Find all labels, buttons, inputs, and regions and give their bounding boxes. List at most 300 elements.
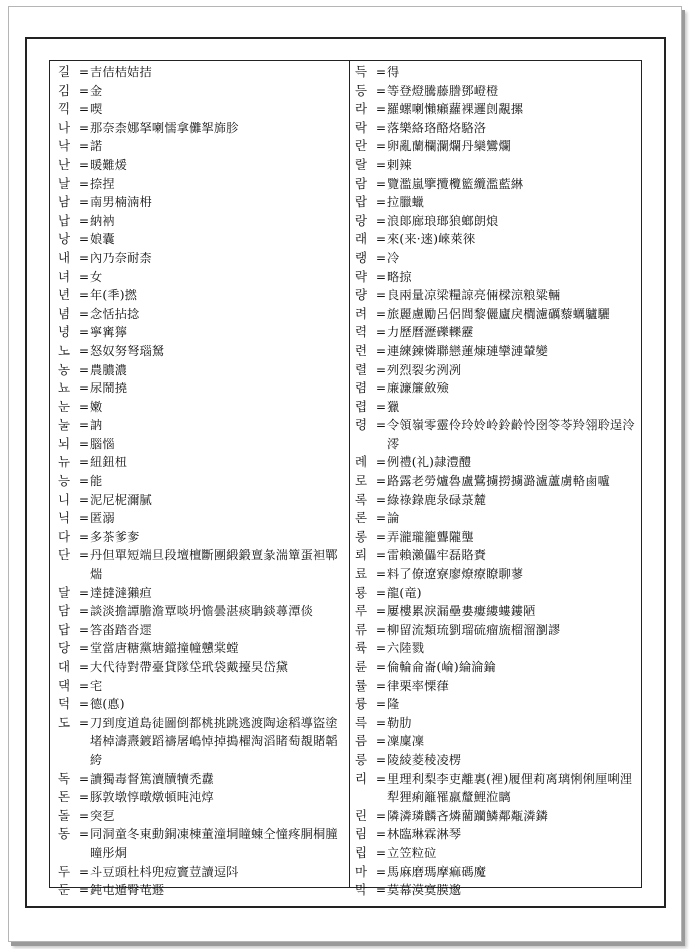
hanja-characters: 喫 [90, 102, 103, 117]
hangul-reading: 뇨 [58, 380, 71, 396]
hanja-entry [355, 825, 640, 844]
hanja-characters: 能 [90, 474, 103, 489]
equals-sign: = [375, 771, 387, 786]
hanja-characters: 女 [90, 269, 103, 284]
hangul-reading: 로 [355, 473, 368, 489]
hanja-entry [355, 472, 640, 491]
hangul-reading: 란 [355, 138, 368, 154]
equals-sign: = [78, 232, 90, 247]
equals-sign: = [375, 548, 387, 563]
hanja-characters: 那奈柰娜拏喇懦拿儺挐旆胗 [90, 120, 239, 135]
equals-sign: = [78, 511, 90, 526]
hanja-entry [355, 249, 640, 268]
hangul-reading: 략 [355, 268, 368, 284]
equals-sign: = [78, 622, 90, 637]
hangul-reading: 내 [58, 249, 71, 265]
hangul-reading: 낭 [58, 231, 71, 247]
hangul-reading: 련 [355, 342, 368, 358]
hangul-reading: 녕 [58, 324, 71, 340]
hanja-entry [58, 602, 343, 621]
hanja-characters: 柳留流類琉劉瑠硫瘤旒榴溜瀏謬 [387, 622, 561, 637]
equals-sign: = [78, 548, 90, 563]
hangul-reading: 렬 [355, 361, 368, 377]
hanja-entry [58, 212, 343, 231]
equals-sign: = [375, 102, 387, 117]
left-column [58, 63, 343, 900]
hanja-characters: 捺捏 [90, 176, 115, 191]
hanja-entry [355, 639, 640, 658]
hanja-characters: 宅 [90, 678, 103, 693]
hanja-entry [58, 677, 343, 696]
hangul-reading: 두 [58, 863, 71, 879]
hanja-entry [58, 714, 343, 770]
hangul-reading: 라 [355, 101, 368, 117]
hanja-entry [58, 398, 343, 417]
hangul-reading: 대 [58, 659, 71, 674]
hanja-entry [58, 175, 343, 194]
hanja-entry [355, 751, 640, 770]
hanja-entry [355, 844, 640, 863]
equals-sign: = [78, 697, 90, 712]
equals-sign: = [78, 306, 90, 321]
hanja-characters: 拉臘蠟 [387, 195, 425, 210]
hanja-characters: 弄瀧瓏籠聾隴壟 [387, 529, 474, 544]
hanja-characters: 泥尼柅濔膩 [90, 492, 152, 507]
hanja-entry [58, 249, 343, 268]
hanja-characters: 年(秊)撚 [90, 288, 138, 303]
hanja-entry [58, 770, 343, 789]
equals-sign: = [78, 399, 90, 414]
hanja-entry [355, 82, 640, 101]
hangul-reading: 낙 [58, 138, 71, 154]
equals-sign: = [78, 715, 90, 730]
equals-sign: = [78, 864, 90, 879]
hanja-entry [58, 584, 343, 603]
equals-sign: = [375, 213, 387, 228]
hangul-reading: 록 [355, 491, 368, 507]
hangul-reading: 뉴 [58, 454, 71, 470]
hangul-reading: 나 [58, 119, 71, 135]
hanja-entry [355, 528, 640, 547]
hanja-characters: 陵綾菱稜凌楞 [387, 752, 462, 767]
hangul-reading: 료 [355, 566, 368, 582]
hanja-characters: 覽濫嵐擥攬欖籃纜濫藍綝 [387, 176, 524, 191]
hanja-entry [355, 323, 640, 342]
equals-sign: = [78, 529, 90, 544]
hanja-entry [58, 546, 343, 583]
hangul-reading: 락 [355, 119, 368, 135]
hanja-characters: 暖難煖 [90, 157, 128, 172]
hanja-entry [355, 602, 640, 621]
hanja-characters: 諾 [90, 139, 103, 154]
equals-sign: = [375, 381, 387, 396]
hanja-entry [355, 491, 640, 510]
hanja-characters: 同洞童冬東動銅凍棟董潼垌瞳蝀仝憧疼胴桐朣曈彤烔 [90, 827, 338, 860]
hanja-entry [58, 286, 343, 305]
hanja-entry [355, 881, 640, 900]
hanja-entry [58, 416, 343, 435]
hanja-characters: 論 [387, 511, 400, 526]
hangul-reading: 루 [355, 603, 368, 619]
hangul-reading: 돈 [58, 789, 71, 805]
equals-sign: = [78, 455, 90, 470]
hanja-characters: 刀到度道島徒圖倒都桃挑跳逃渡陶途稻導盜塗堵棹濤燾鍍蹈禱屠嶋悼掉搗櫂淘滔睹萄覩賭韜絝 [90, 715, 338, 767]
hanja-characters: 廉濂簾斂殮 [387, 381, 449, 396]
equals-sign: = [375, 827, 387, 842]
equals-sign: = [78, 771, 90, 786]
hangul-reading: 륭 [355, 696, 368, 712]
hanja-entry [355, 212, 640, 231]
equals-sign: = [78, 343, 90, 358]
hanja-characters: 隆 [387, 697, 400, 712]
hanja-entry [58, 621, 343, 640]
hanja-characters: 吉佶桔姞拮 [90, 65, 152, 79]
hanja-characters: 冷 [387, 250, 400, 265]
hangul-reading: 동 [58, 826, 71, 842]
hanja-characters: 答畓踏沓遝 [90, 622, 152, 637]
hanja-entry [58, 658, 343, 677]
hanja-entry [58, 379, 343, 398]
hangul-reading: 률 [355, 677, 368, 693]
equals-sign: = [375, 641, 387, 656]
equals-sign: = [78, 362, 90, 377]
hangul-reading: 래 [355, 231, 368, 247]
hanja-characters: 倫輪侖崙(崘)綸淪錀 [387, 660, 497, 674]
hangul-reading: 력 [355, 324, 368, 340]
hangul-reading: 등 [355, 82, 368, 98]
hanja-characters: 娘囊 [90, 232, 115, 247]
equals-sign: = [78, 269, 90, 284]
hanja-characters: 立笠粒砬 [387, 845, 437, 860]
hanja-entry [355, 230, 640, 249]
hanja-entry [355, 398, 640, 417]
equals-sign: = [78, 176, 90, 191]
hanja-characters: 隣潾璘麟吝燐藺躪鱗鄰甐潾鏻 [387, 808, 549, 823]
hangul-reading: 렴 [355, 380, 368, 396]
equals-sign: = [78, 808, 90, 823]
hangul-reading: 륙 [355, 640, 368, 656]
equals-sign: = [78, 195, 90, 210]
hanja-characters: 里理利梨李吏離裏(裡)履俚莉离璃悧俐厘唎浬犁狸痢籬罹羸釐鯉涖瞝 [387, 771, 633, 805]
hanja-entry [58, 137, 343, 156]
hangul-reading: 눈 [58, 398, 71, 414]
hanja-characters: 丹但單短端旦段壇檀斷團緞鍛亶彖湍簞蛋袒鄲煓 [90, 548, 338, 582]
hangul-reading: 린 [355, 807, 368, 823]
equals-sign: = [375, 120, 387, 135]
hangul-reading: 마 [355, 863, 368, 879]
hanja-characters: 多茶爹奓 [90, 529, 140, 544]
hanja-entry [58, 472, 343, 491]
equals-sign: = [78, 381, 90, 396]
hanja-entry [355, 379, 640, 398]
hanja-characters: 等登燈騰藤謄鄧嶝橙 [387, 83, 499, 98]
hangul-reading: 랑 [355, 212, 368, 228]
hangul-reading: 념 [58, 305, 71, 321]
hangul-reading: 랍 [355, 194, 368, 210]
equals-sign: = [78, 102, 90, 117]
equals-sign: = [375, 622, 387, 637]
hanja-characters: 略掠 [387, 269, 412, 284]
hanja-entry [355, 175, 640, 194]
equals-sign: = [375, 567, 387, 582]
hangul-reading: 립 [355, 844, 368, 860]
hanja-entry [58, 491, 343, 510]
hanja-entry [58, 323, 343, 342]
hanja-characters: 農膿濃 [90, 362, 128, 377]
equals-sign: = [375, 678, 387, 693]
equals-sign: = [78, 288, 90, 303]
hanja-characters: 卵亂蘭欄瀾爛丹欒鸞爛 [387, 139, 511, 154]
hanja-entry [355, 361, 640, 380]
hanja-entry [58, 342, 343, 361]
hanja-characters: 馬麻磨瑪摩痲碼魔 [387, 864, 487, 879]
hanja-characters: 內乃奈耐柰 [90, 250, 152, 265]
hanja-entry [58, 100, 343, 119]
hanja-entry [58, 63, 343, 82]
equals-sign: = [375, 734, 387, 749]
hangul-reading: 덕 [58, 696, 71, 712]
equals-sign: = [375, 362, 387, 377]
hanja-characters: 落樂絡珞酪烙駱洛 [387, 120, 487, 135]
hangul-reading: 론 [355, 510, 368, 526]
equals-sign: = [78, 678, 90, 693]
hanja-entry [58, 863, 343, 882]
hanja-characters: 金 [90, 83, 103, 98]
hangul-reading: 롱 [355, 528, 368, 544]
hangul-reading: 남 [58, 194, 71, 210]
equals-sign: = [78, 157, 90, 172]
hanja-entry [58, 695, 343, 714]
hanja-characters: 得 [387, 65, 400, 79]
hanja-characters: 來(来·逨)崍萊徠 [387, 232, 476, 247]
equals-sign: = [78, 65, 90, 79]
hangul-reading: 렵 [355, 398, 368, 414]
hanja-entry [58, 268, 343, 287]
equals-sign: = [78, 139, 90, 154]
hanja-entry [355, 621, 640, 640]
equals-sign: = [375, 157, 387, 172]
hanja-characters: 例禮(礼)隷澧醴 [387, 455, 472, 470]
hanja-characters: 羅螺喇懶癩蘿裸邏剆覶摞 [387, 102, 524, 117]
hangul-reading: 륜 [355, 659, 368, 674]
equals-sign: = [375, 529, 387, 544]
hanja-characters: 律栗率慄葎 [387, 678, 449, 693]
equals-sign: = [78, 120, 90, 135]
hangul-reading: 뢰 [355, 547, 368, 563]
hangul-reading: 다 [58, 528, 71, 544]
hanja-characters: 綠祿錄鹿彔碌菉麓 [387, 492, 487, 507]
hangul-reading: 림 [355, 826, 368, 842]
hangul-reading: 막 [355, 882, 368, 898]
hanja-characters: 達撻澾獺疸 [90, 585, 152, 600]
hanja-characters: 嫩 [90, 399, 103, 414]
equals-sign: = [78, 213, 90, 228]
column-divider [349, 60, 350, 888]
hangul-reading: 년 [58, 287, 71, 303]
hanja-characters: 紐鈕杻 [90, 455, 128, 470]
hangul-reading: 독 [58, 770, 71, 786]
hanja-entry [58, 807, 343, 826]
hangul-reading: 령 [355, 417, 368, 433]
hangul-reading: 달 [58, 584, 71, 600]
hanja-characters: 腦惱 [90, 436, 115, 451]
hanja-entry [355, 677, 640, 696]
equals-sign: = [78, 827, 90, 842]
hanja-entry [58, 639, 343, 658]
hanja-characters: 匿溺 [90, 511, 115, 526]
hangul-reading: 량 [355, 287, 368, 303]
hangul-reading: 득 [355, 64, 368, 79]
hanja-characters: 連練鍊憐聯戀蓮煉璉攣漣輦變 [387, 343, 549, 358]
equals-sign: = [375, 176, 387, 191]
hanja-entry [58, 453, 343, 472]
hangul-reading: 능 [58, 473, 71, 489]
equals-sign: = [375, 195, 387, 210]
hangul-reading: 댁 [58, 677, 71, 693]
hanja-characters: 突乭 [90, 808, 115, 823]
equals-sign: = [375, 697, 387, 712]
hangul-reading: 뇌 [58, 435, 71, 451]
equals-sign: = [375, 604, 387, 619]
hangul-reading: 당 [58, 640, 71, 656]
hanja-characters: 凜廩凜 [387, 734, 425, 749]
hanja-entry [355, 416, 640, 453]
hanja-entry [58, 156, 343, 175]
hangul-reading: 륵 [355, 714, 368, 730]
hangul-reading: 날 [58, 175, 71, 191]
equals-sign: = [375, 752, 387, 767]
equals-sign: = [375, 306, 387, 321]
equals-sign: = [375, 232, 387, 247]
hangul-reading: 람 [355, 175, 368, 191]
hangul-reading: 도 [58, 714, 71, 730]
equals-sign: = [78, 250, 90, 265]
equals-sign: = [78, 418, 90, 433]
hangul-reading: 려 [355, 305, 368, 321]
hanja-characters: 力歷曆瀝礫轢靂 [387, 325, 474, 340]
hanja-characters: 談淡擔譚膽澹覃啖坍憺曇湛痰聃錟蕁潭倓 [90, 604, 313, 619]
hangul-reading: 류 [355, 621, 368, 637]
hanja-characters: 南男楠湳枏 [90, 195, 152, 210]
equals-sign: = [78, 660, 90, 674]
hanja-characters: 大代待對帶臺貸隊垈玳袋戴擡旲岱黛 [90, 660, 289, 674]
equals-sign: = [78, 883, 90, 898]
equals-sign: = [375, 660, 387, 674]
hanja-characters: 寧寗獰 [90, 325, 128, 340]
hangul-reading: 눌 [58, 417, 71, 433]
hanja-characters: 浪郞廊琅瑯狼螂朗烺 [387, 213, 499, 228]
equals-sign: = [375, 883, 387, 898]
hanja-entry [58, 119, 343, 138]
hanja-entry [355, 565, 640, 584]
hanja-entry [58, 881, 343, 900]
hanja-entry [355, 546, 640, 565]
equals-sign: = [375, 399, 387, 414]
equals-sign: = [375, 808, 387, 823]
hanja-entry [355, 807, 640, 826]
hanja-characters: 料了僚遼寮廖燎療瞭聊蓼 [387, 567, 524, 582]
equals-sign: = [78, 790, 90, 805]
hangul-reading: 노 [58, 342, 71, 358]
hanja-entry [355, 156, 640, 175]
hangul-reading: 난 [58, 156, 71, 172]
hanja-entry [355, 584, 640, 603]
hanja-entry [355, 119, 640, 138]
hanja-characters: 旅麗慮勵呂侶閭黎儷廬戾櫚濾礪藜蠣驢驪 [387, 306, 610, 321]
hanja-characters: 林臨琳霖淋琴 [387, 827, 462, 842]
equals-sign: = [375, 864, 387, 879]
hanja-characters: 列烈裂劣洌冽 [387, 362, 462, 377]
hangul-reading: 례 [355, 454, 368, 470]
hangul-reading: 랭 [355, 249, 368, 265]
hangul-reading: 니 [58, 491, 71, 507]
hangul-reading: 길 [58, 64, 71, 79]
hangul-reading: 김 [58, 82, 71, 98]
equals-sign: = [78, 604, 90, 619]
hanja-entry [355, 193, 640, 212]
equals-sign: = [375, 455, 387, 470]
hanja-characters: 獵 [387, 399, 400, 414]
equals-sign: = [78, 474, 90, 489]
hanja-characters: 屢樓累淚漏壘婁瘻縷螻鏤陋 [387, 604, 536, 619]
hanja-entry [58, 82, 343, 101]
hanja-entry [355, 100, 640, 119]
equals-sign: = [375, 250, 387, 265]
hanja-entry [58, 509, 343, 528]
equals-sign: = [375, 511, 387, 526]
equals-sign: = [375, 343, 387, 358]
equals-sign: = [375, 492, 387, 507]
equals-sign: = [375, 288, 387, 303]
hangul-reading: 릉 [355, 751, 368, 767]
equals-sign: = [78, 585, 90, 600]
hanja-entry [355, 732, 640, 751]
hanja-characters: 德(悳) [90, 697, 125, 712]
hanja-characters: 讀獨毒督篤瀆牘犢禿纛 [90, 771, 214, 786]
hangul-reading: 랄 [355, 156, 368, 172]
hanja-characters: 鈍屯遁臀芚遯 [90, 883, 165, 898]
hangul-reading: 닉 [58, 510, 71, 526]
hanja-entry [58, 528, 343, 547]
equals-sign: = [375, 139, 387, 154]
equals-sign: = [375, 474, 387, 489]
hanja-entry [58, 435, 343, 454]
equals-sign: = [78, 492, 90, 507]
hanja-entry [355, 863, 640, 882]
hanja-entry [355, 509, 640, 528]
hangul-reading: 리 [355, 770, 368, 786]
equals-sign: = [78, 325, 90, 340]
hanja-characters: 訥 [90, 418, 103, 433]
hanja-characters: 納衲 [90, 213, 115, 228]
hangul-reading: 담 [58, 603, 71, 619]
equals-sign: = [375, 418, 387, 433]
hanja-characters: 良兩量凉梁糧諒亮倆樑涼粮粱輛 [387, 288, 561, 303]
hanja-entry [355, 770, 640, 807]
equals-sign: = [375, 325, 387, 340]
hanja-entry [355, 714, 640, 733]
hanja-entry [355, 63, 640, 82]
hangul-reading: 돌 [58, 807, 71, 823]
hanja-characters: 龍(竜) [387, 585, 422, 600]
hanja-entry [58, 361, 343, 380]
equals-sign: = [375, 269, 387, 284]
hanja-characters: 怒奴努弩瑙駑 [90, 343, 165, 358]
hangul-reading: 납 [58, 212, 71, 228]
hanja-characters: 勒肋 [387, 715, 412, 730]
hanja-entry [355, 342, 640, 361]
hanja-characters: 莫幕漠寞膜邈 [387, 883, 462, 898]
